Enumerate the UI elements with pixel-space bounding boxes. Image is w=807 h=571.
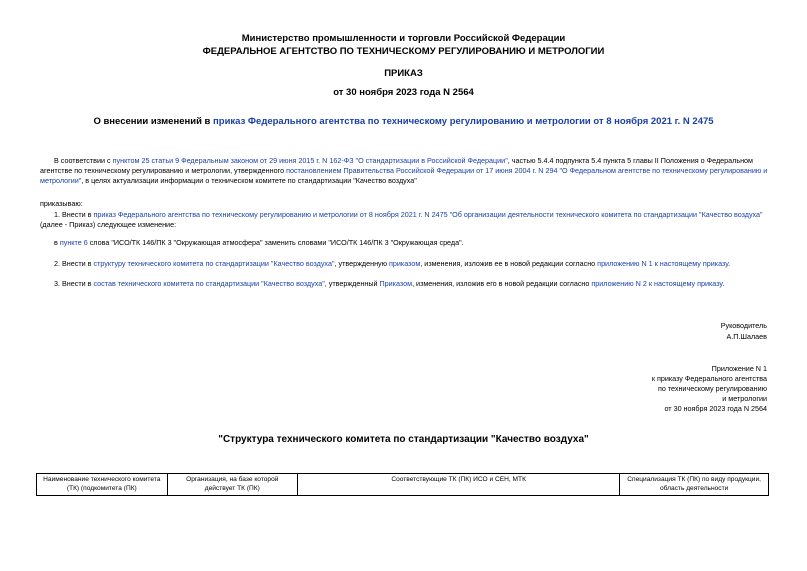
preamble-paragraph: [40, 156, 772, 187]
order-word: приказываю:: [40, 199, 83, 208]
item-1-sub-text-2: слова "ИСО/ТК 146/ПК 3 "Окружающая атмосфера" заменить словами "ИСО/ТК 146/ПК 3 "Окружающая среда".: [87, 238, 464, 247]
table-header-cell: Специализация ТК (ПК) по виду продукции, область деятельности: [620, 474, 769, 496]
signature-name: А.П.Шалаев: [726, 332, 767, 341]
link-order[interactable]: приказом: [389, 259, 421, 268]
appendix-title: "Структура технического комитета по стандартизации "Качество воздуха": [218, 434, 589, 445]
link-order-2475[interactable]: приказ Федерального агентства по техническому регулированию и метрологии от 8 ноября 2021 г. N 2475 "Об организации деятельности технического комитета по стандартизации "Качество воздуха": [93, 210, 763, 219]
item-1-text-2: (далее - Приказ) следующее изменение:: [40, 220, 177, 230]
item-2-text-3: , изменения, изложив ее в новой редакции согласно: [420, 259, 598, 268]
item-3-text-4: .: [722, 279, 725, 288]
link-order-2[interactable]: Приказом: [379, 279, 413, 288]
link-point-6[interactable]: пункте 6: [59, 238, 88, 247]
item-1-text-1: 1. Внести в: [54, 210, 94, 219]
appendix-line-5: от 30 ноября 2023 года N 2564: [664, 404, 767, 413]
item-3-text-2: , утвержденный: [324, 279, 380, 288]
link-composition[interactable]: состав технического комитета по стандартизации "Качество воздуха": [93, 279, 325, 288]
table-header-cell: Наименование технического комитета (ТК) (подкомитета (ПК): [37, 474, 168, 496]
link-law-162[interactable]: пунктом 25 статьи 9 Федеральным законом от 29 июня 2015 г. N 162-ФЗ "О стандартизации в Российской Федерации": [112, 156, 508, 165]
link-structure[interactable]: структуру технического комитета по стандартизации "Качество воздуха": [93, 259, 335, 268]
item-3-text-1: 3. Внести в: [54, 279, 94, 288]
ministry-name: Министерство промышленности и торговли Российской Федерации: [241, 33, 566, 44]
item-2: [40, 259, 772, 269]
preamble-text-1: В соответствии с: [54, 156, 113, 165]
doc-title-prefix: О внесении изменений в: [93, 116, 214, 127]
appendix-line-2: к приказу Федерального агентства: [651, 374, 767, 383]
link-appendix-1[interactable]: приложению N 1 к настоящему приказу: [597, 259, 729, 268]
item-2-text-2: , утвержденную: [334, 259, 390, 268]
link-appendix-2[interactable]: приложению N 2 к настоящему приказу: [591, 279, 723, 288]
item-2-text-4: .: [728, 259, 731, 268]
item-3: [40, 279, 772, 289]
table-header-cell: Организация, на базе которой действует ТК (ПК): [167, 474, 297, 496]
doc-date: от 30 ноября 2023 года N 2564: [333, 87, 474, 98]
preamble-text-2: , частью 5.4.4 подпункта 5.4 пункта 5 главы II Положения о Федеральном агентстве по техническому регулированию и метрологии, утвержденного: [40, 156, 753, 176]
appendix-line-3: по техническому регулированию: [657, 384, 767, 393]
item-3-text-3: , изменения, изложив его в новой редакции согласно: [412, 279, 592, 288]
table-header-cell: Соответствующие ТК (ПК) ИСО и СЕН, МТК: [297, 474, 619, 496]
signature-role: Руководитель: [720, 321, 767, 330]
structure-table: [36, 473, 769, 496]
item-1: [40, 210, 772, 230]
table-header-row: [37, 474, 769, 496]
item-1-sub: [40, 238, 772, 248]
agency-name: ФЕДЕРАЛЬНОЕ АГЕНТСТВО ПО ТЕХНИЧЕСКОМУ РЕГУЛИРОВАНИЮ И МЕТРОЛОГИИ: [202, 46, 605, 57]
item-2-text-1: 2. Внести в: [54, 259, 94, 268]
doc-title: [40, 116, 767, 127]
doc-type: ПРИКАЗ: [384, 68, 423, 79]
item-1-sub-text-1: в: [54, 238, 60, 247]
title-link-order-2475[interactable]: приказ Федерального агентства по техническому регулированию и метрологии от 8 ноября 2021 г. N 2475: [213, 116, 714, 127]
appendix-line-4: и метрологии: [722, 394, 767, 403]
link-decree-294[interactable]: постановлением Правительства Российской Федерации от 17 июня 2004 г. N 294 "О Федеральном агентстве по техническому регулированию и метрологии": [40, 166, 768, 186]
appendix-line-1: Приложение N 1: [711, 364, 767, 373]
preamble-text-3: , в целях актуализации информации о техническом комитете по стандартизации "Качество воздуха": [81, 176, 417, 186]
